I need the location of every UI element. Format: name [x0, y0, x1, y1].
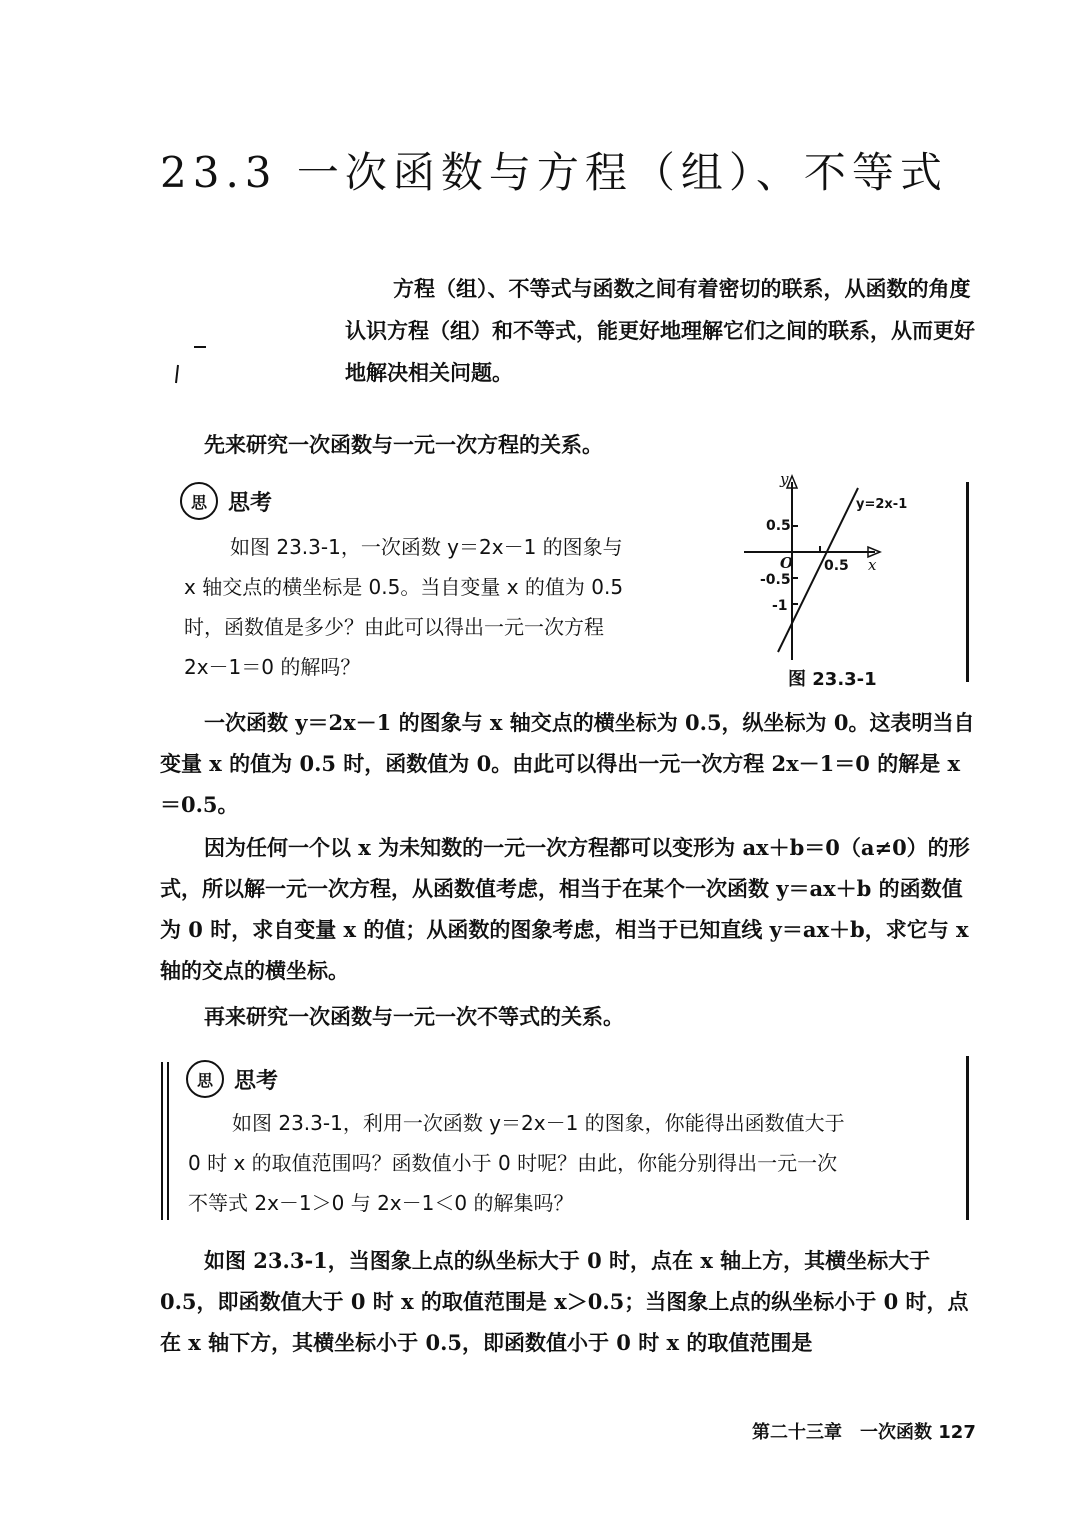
- y-axis-label: y: [780, 470, 789, 488]
- think2-line: 0 时 x 的取值范围吗？函数值小于 0 时呢？由此，你能分别得出一元一次: [188, 1151, 838, 1175]
- tick-label-y-neg-one: -1: [772, 598, 788, 614]
- paragraph-3: 因为任何一个以 x 为未知数的一元一次方程都可以变形为 ax＋b＝0（a≠0）的形式，所以解一元一次方程，从函数值考虑，相当于在某个一次函数 y＝ax＋b 的函数值为 0 时，求自变量 x 的值；从函数的图象考虑，相当于已知直线 y＝ax＋b，求它与 x 轴的交点的横坐标。: [160, 835, 970, 983]
- think-icon: 思: [180, 482, 218, 520]
- paragraph-1: 先来研究一次函数与一元一次方程的关系。: [204, 432, 603, 457]
- think-icon: 思: [186, 1060, 224, 1098]
- think-body-1: [184, 527, 724, 687]
- line-label: y=2x-1: [856, 497, 908, 512]
- tick-label-y-neg-half: -0.5: [760, 572, 791, 588]
- think-body-2: [188, 1103, 958, 1223]
- intro-paragraph: 方程（组）、不等式与函数之间有着密切的联系，从函数的角度认识方程（组）和不等式，能更好地理解它们之间的联系，从而更好地解决相关问题。: [345, 276, 975, 385]
- figure-graph: [740, 470, 940, 670]
- think1-right-border: [966, 482, 969, 682]
- figure-caption: 图 23.3-1: [788, 669, 877, 690]
- x-axis-label: x: [868, 556, 877, 574]
- tick-label-x: 0.5: [824, 558, 849, 574]
- think1-line: x 轴交点的横坐标是 0.5。当自变量 x 的值为 0.5: [184, 575, 624, 599]
- think1-line: 时，函数值是多少？由此可以得出一元一次方程: [184, 615, 604, 639]
- page-footer: 第二十三章 一次函数 127: [752, 1422, 976, 1443]
- think1-line: 如图 23.3-1，一次函数 y＝2x－1 的图象与: [230, 535, 623, 559]
- think1-line: 2x－1＝0 的解吗？: [184, 655, 361, 679]
- think2-line: 不等式 2x－1＞0 与 2x－1＜0 的解集吗？: [188, 1191, 574, 1215]
- think-heading-2: [186, 1060, 278, 1098]
- think2-right-border: [966, 1056, 969, 1220]
- think2-left-border-inner: [167, 1062, 169, 1220]
- paragraph-2: 一次函数 y＝2x－1 的图象与 x 轴交点的横坐标为 0.5，纵坐标为 0。这表明当自变量 x 的值为 0.5 时，函数值为 0。由此可以得出一元一次方程 2x－1＝0 的解是 x＝0.5。: [160, 710, 975, 817]
- think-label: 思考: [234, 1067, 279, 1094]
- section-title: 23.3 一次函数与方程（组）、不等式: [160, 148, 948, 197]
- origin-label: O: [780, 554, 794, 572]
- stray-margin-mark: [172, 345, 210, 385]
- think2-line: 如图 23.3-1，利用一次函数 y＝2x－1 的图象，你能得出函数值大于: [232, 1111, 845, 1135]
- think-heading-1: [180, 482, 272, 520]
- think-label: 思考: [228, 489, 273, 516]
- tick-label-y-pos: 0.5: [766, 518, 791, 534]
- paragraph-5: 如图 23.3-1，当图象上点的纵坐标大于 0 时，点在 x 轴上方，其横坐标大于 0.5，即函数值大于 0 时 x 的取值范围是 x＞0.5；当图象上点的纵坐标小于 0 时，点在 x 轴下方，其横坐标小于 0.5，即函数值小于 0 时 x 的取值范围是: [160, 1248, 969, 1355]
- think2-left-border: [161, 1062, 163, 1220]
- paragraph-4: 再来研究一次函数与一元一次不等式的关系。: [204, 1004, 624, 1029]
